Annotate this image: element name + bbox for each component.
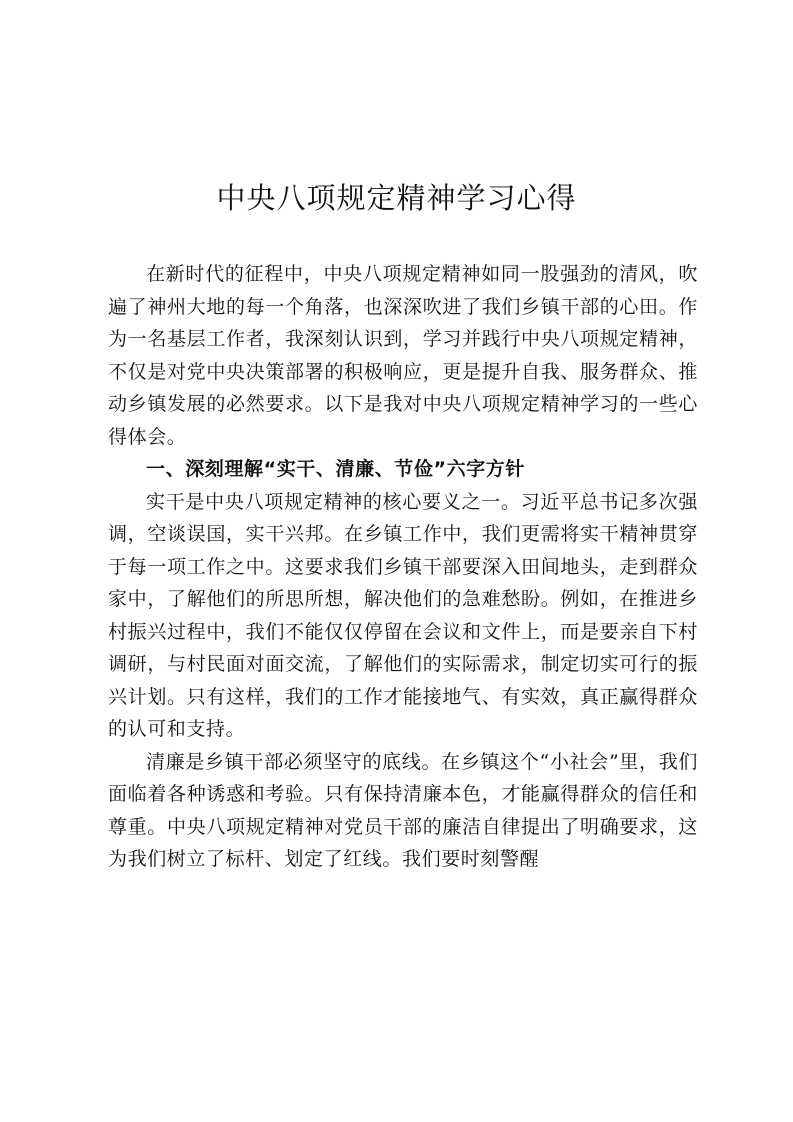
qinglian-paragraph: 清廉是乡镇干部必须坚守的底线。在乡镇这个“小社会”里，我们面临着各种诱惑和考验。只有保持清廉本色，才能赢得群众的信任和尊重。中央八项规定精神对党员干部的廉洁自律提出了明确要求，这为我们树立了标杆、划定了红线。我们要时刻警醒	[108, 750, 698, 870]
document-body	[108, 258, 698, 876]
section-heading: 一、深刻理解“实干、清廉、节俭”六字方针	[146, 458, 525, 480]
intro-paragraph: 在新时代的征程中，中央八项规定精神如同一股强劲的清风，吹遍了神州大地的每一个角落，也深深吹进了我们乡镇干部的心田。作为一名基层工作者，我深刻认识到，学习并践行中央八项规定精神，不仅是对党中央决策部署的积极响应，更是提升自我、服务群众、推动乡镇发展的必然要求。以下是我对中央八项规定精神学习的一些心得体会。	[108, 263, 698, 448]
shigan-paragraph: 实干是中央八项规定精神的核心要义之一。习近平总书记多次强调，空谈误国，实干兴邦。在乡镇工作中，我们更需将实干精神贯穿于每一项工作之中。这要求我们乡镇干部要深入田间地头，走到群众家中，了解他们的所思所想，解决他们的急难愁盼。例如，在推进乡村振兴过程中，我们不能仅仅停留在会议和文件上，而是要亲自下村调研，与村民面对面交流，了解他们的实际需求，制定切实可行的振兴计划。只有这样，我们的工作才能接地气、有实效，真正赢得群众的认可和支持。	[108, 490, 698, 740]
document-title: 中央八项规定精神学习心得	[216, 181, 577, 215]
